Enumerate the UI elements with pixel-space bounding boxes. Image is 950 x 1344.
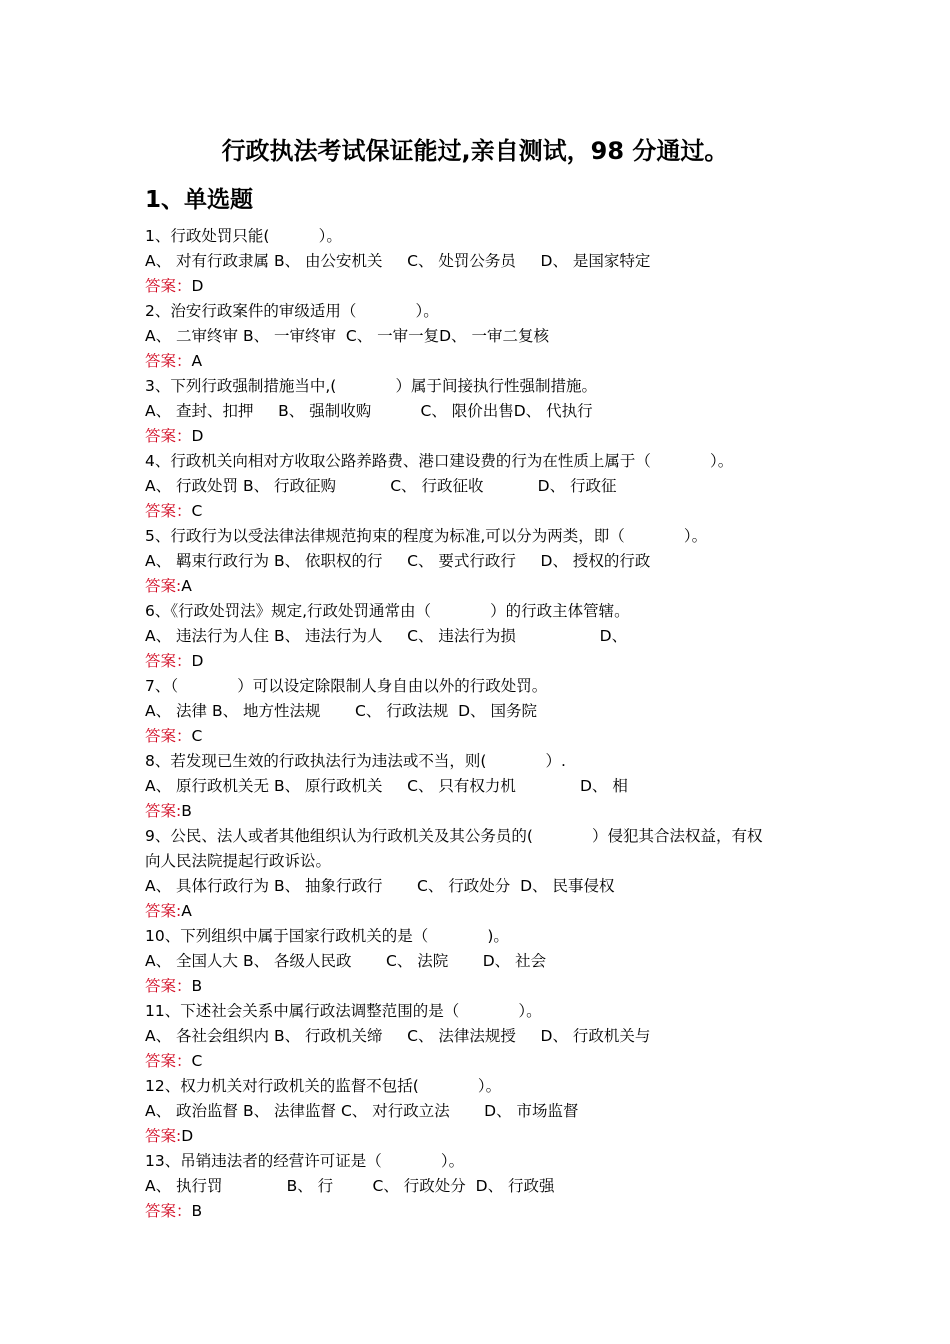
answer-value: A [181,577,192,595]
question-item [145,524,825,599]
answer-label: 答案： [145,1052,192,1070]
question-text: 7、（ ）可以设定除限制人身自由以外的行政处罚。 [145,677,548,695]
answer-label: 答案： [145,277,192,295]
question-options: A、 法律 B、 地方性法规 C、 行政法规 D、 国务院 [145,702,537,720]
question-options: A、 各社会组织内 B、 行政机关缔 C、 法律法规授 D、 行政机关与 [145,1027,651,1045]
question-item [145,299,825,374]
answer-label: 答案： [145,427,192,445]
question-text: 6、《行政处罚法》规定,行政处罚通常由（ ）的行政主体管辖。 [145,602,630,620]
answer-line [145,799,825,824]
question-item [145,749,825,824]
question-options: A、 政治监督 B、 法律监督 C、 对行政立法 D、 市场监督 [145,1102,579,1120]
answer-label: 答案： [145,977,192,995]
answer-value: C [191,727,203,745]
question-item [145,449,825,524]
answer-label: 答案： [145,502,192,520]
answer-label: 答案： [145,1202,192,1220]
answer-line [145,349,825,374]
question-options: A、 全国人大 B、 各级人民政 C、 法院 D、 社会 [145,952,547,970]
answer-line [145,649,825,674]
question-item [145,924,825,999]
question-text: 2、治安行政案件的审级适用（ ）。 [145,302,439,320]
answer-label: 答案： [145,352,192,370]
answer-value: C [191,1052,203,1070]
answer-value: B [191,977,203,995]
answer-line [145,899,825,924]
answer-value: D [191,277,204,295]
answer-line [145,724,825,749]
answer-line [145,424,825,449]
question-list [145,224,825,1224]
question-text-continued: 向人民法院提起行政诉讼。 [145,852,332,870]
question-options: A、 原行政机关无 B、 原行政机关 C、 只有权力机 D、 相 [145,777,628,795]
answer-label: 答案: [145,1127,182,1145]
answer-line [145,1049,825,1074]
document-title: 行政执法考试保证能过,亲自测试，98 分通过。 [221,137,729,165]
question-options: A、 查封、扣押 B、 强制收购 C、 限价出售D、 代执行 [145,402,593,420]
question-item [145,1149,825,1224]
question-options: A、 具体行政行为 B、 抽象行政行 C、 行政处分 D、 民事侵权 [145,877,615,895]
answer-line [145,1199,825,1224]
answer-value: C [191,502,203,520]
question-options: A、 羁束行政行为 B、 依职权的行 C、 要式行政行 D、 授权的行政 [145,552,651,570]
question-item [145,824,825,924]
answer-value: A [181,902,192,920]
answer-line [145,499,825,524]
answer-label: 答案： [145,727,192,745]
question-text: 8、若发现已生效的行政执法行为违法或不当，则( ）. [145,752,566,770]
question-options: A、 违法行为人住 B、 违法行为人 C、 违法行为损 D、 [145,627,628,645]
answer-label: 答案: [145,902,182,920]
section-heading: 1、单选题 [145,187,254,213]
question-item [145,999,825,1074]
answer-line [145,574,825,599]
question-text: 1、行政处罚只能( ）。 [145,227,342,245]
question-item [145,674,825,749]
answer-value: D [191,652,204,670]
question-options: A、 执行罚 B、 行 C、 行政处分 D、 行政强 [145,1177,555,1195]
answer-value: B [191,1202,203,1220]
question-text: 10、下列组织中属于国家行政机关的是（ )。 [145,927,509,945]
answer-value: A [191,352,203,370]
answer-line [145,274,825,299]
answer-value: B [181,802,192,820]
question-text: 3、下列行政强制措施当中,( ）属于间接执行性强制措施。 [145,377,597,395]
question-text: 13、吊销违法者的经营许可证是（ ）。 [145,1152,465,1170]
answer-line [145,1124,825,1149]
question-item [145,1074,825,1149]
answer-value: D [181,1127,194,1145]
question-item [145,374,825,449]
question-item [145,599,825,674]
question-text: 12、权力机关对行政机关的监督不包括( ）。 [145,1077,502,1095]
question-options: A、 二审终审 B、 一审终审 C、 一审一复D、 一审二复核 [145,327,549,345]
answer-line [145,974,825,999]
question-text: 11、下述社会关系中属行政法调整范围的是（ ）。 [145,1002,542,1020]
answer-label: 答案: [145,577,182,595]
question-item [145,224,825,299]
answer-value: D [191,427,204,445]
question-options: A、 对有行政隶属 B、 由公安机关 C、 处罚公务员 D、 是国家特定 [145,252,651,270]
answer-label: 答案: [145,802,182,820]
answer-label: 答案： [145,652,192,670]
question-text: 9、公民、法人或者其他组织认为行政机关及其公务员的( ）侵犯其合法权益，有权 [145,827,763,845]
question-options: A、 行政处罚 B、 行政征购 C、 行政征收 D、 行政征 [145,477,617,495]
question-text: 4、行政机关向相对方收取公路养路费、港口建设费的行为在性质上属于（ ）。 [145,452,734,470]
question-text: 5、行政行为以受法律法律规范拘束的程度为标准,可以分为两类，即（ ）。 [145,527,708,545]
